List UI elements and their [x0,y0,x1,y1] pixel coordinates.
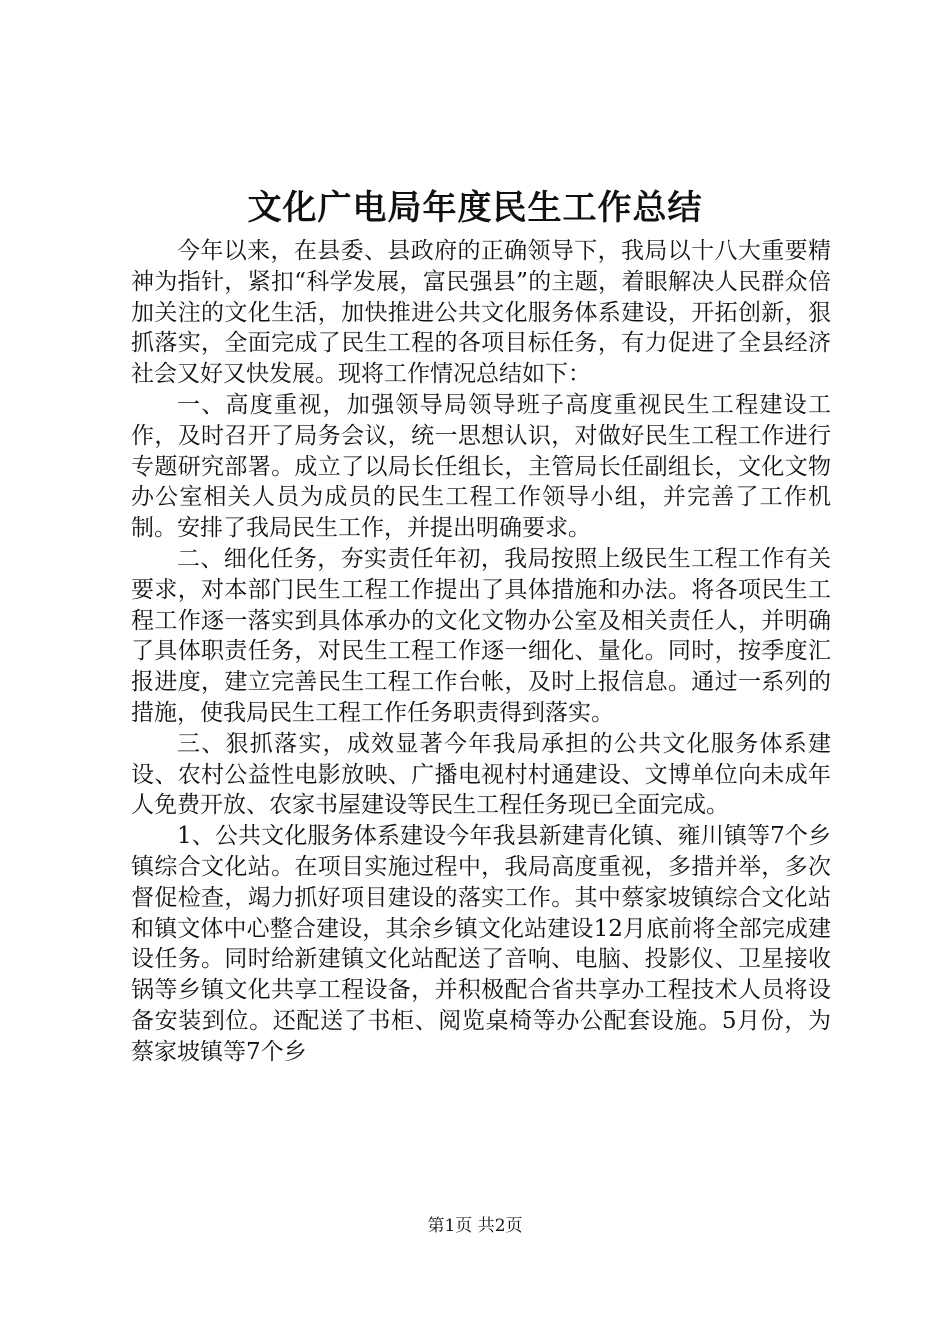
page-footer: 第1页 共2页 [427,1216,523,1236]
document-title: 文化广电局年度民生工作总结 [247,188,703,228]
paragraph-intro: 今年以来，在县委、县政府的正确领导下，我局以十八大重要精神为指针，紧扣“科学发展，富民强县”的主题，着眼解决人民群众倍加关注的文化生活，加快推进公共文化服务体系建设，开拓创新，狠抓落实，全面完成了民生工程的各项目标任务，有力促进了全县经济社会又好又快发展。现将工作情况总结如下： [131,238,831,388]
document-body [131,236,831,1068]
paragraph-item-1: 1、公共文化服务体系建设今年我县新建青化镇、雍川镇等7个乡镇综合文化站。在项目实施过程中，我局高度重视，多措并举，多次督促检查，竭力抓好项目建设的落实工作。其中蔡家坡镇综合文化站和镇文体中心整合建设，其余乡镇文化站建设12月底前将全部完成建设任务。同时给新建镇文化站配送了音响、电脑、投影仪、卫星接收锅等乡镇文化共享工程设备，并积极配合省共享办工程技术人员将设备安装到位。还配送了书柜、阅览桌椅等办公配套设施。5月份，为蔡家坡镇等7个乡 [131,823,831,1065]
paragraph-section-3: 三、狠抓落实，成效显著今年我局承担的公共文化服务体系建设、农村公益性电影放映、广播电视村村通建设、文博单位向未成年人免费开放、农家书屋建设等民生工程任务现已全面完成。 [131,730,831,819]
paragraph-section-2: 二、细化任务，夯实责任年初，我局按照上级民生工程工作有关要求，对本部门民生工程工作提出了具体措施和办法。将各项民生工程工作逐一落实到具体承办的文化文物办公室及相关责任人，并明确了具体职责任务，对民生工程工作逐一细化、量化。同时，按季度汇报进度，建立完善民生工程工作台帐，及时上报信息。通过一系列的措施，使我局民生工程工作任务职责得到落实。 [131,545,831,726]
paragraph-section-1: 一、高度重视，加强领导局领导班子高度重视民生工程建设工作，及时召开了局务会议，统一思想认识，对做好民生工程工作进行专题研究部署。成立了以局长任组长，主管局长任副组长，文化文物办公室相关人员为成员的民生工程工作领导小组，并完善了工作机制。安排了我局民生工作，并提出明确要求。 [131,391,831,542]
